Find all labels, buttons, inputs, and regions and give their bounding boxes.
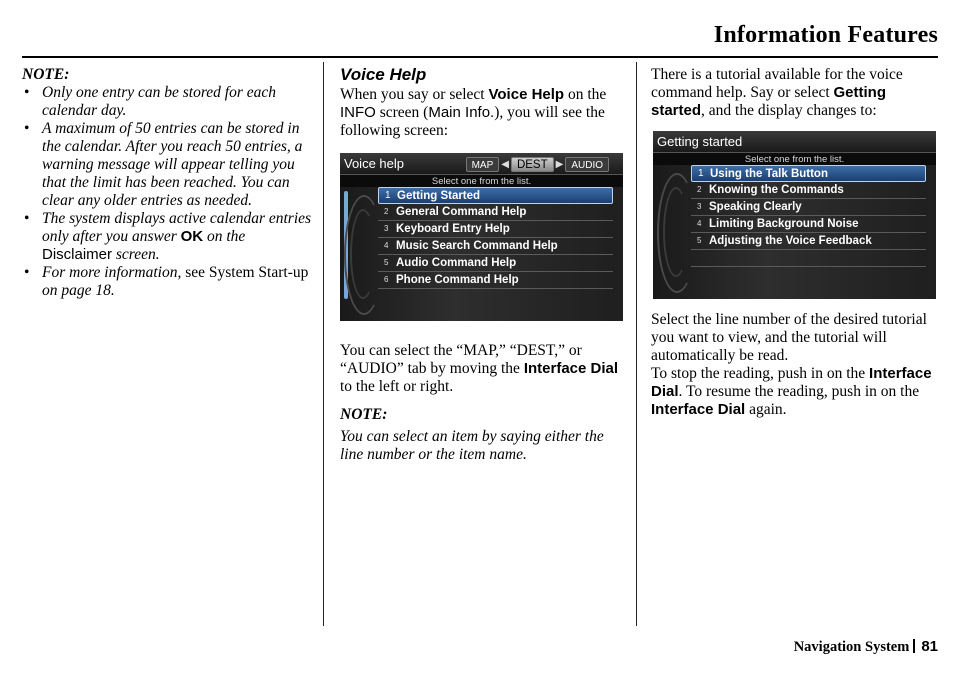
note-item: • The system displays active calendar entries only after you answer OK on the Disclaimer screen. [22,210,312,264]
voice-help-screen [340,153,623,321]
list-item[interactable]: 5 Audio Command Help [378,255,613,272]
empty-row [691,250,926,267]
list-item[interactable]: 4 Music Search Command Help [378,238,613,255]
screen-body [340,187,623,321]
dial-decoration [350,209,376,299]
cross-reference-link[interactable]: see System Start-up [185,264,309,281]
voice-help-list [378,187,613,289]
paragraph: To stop the reading, push in on the Interface Dial. To resume the reading, push in on the Interface Dial again. [651,365,932,418]
list-item[interactable]: 2 Knowing the Commands [691,182,926,199]
disclaimer-label: Disclaimer [42,246,113,263]
column-divider-2 [636,62,637,626]
page-title: Information Features [713,22,938,48]
section-heading: Voice Help [340,65,427,84]
note-text: You can select an item by saying either the line number or the item name. [340,428,604,463]
list-item[interactable]: 1 Getting Started [378,187,613,204]
screen-title: Getting started [657,134,743,149]
footer-label: Navigation System [793,639,910,655]
list-item[interactable]: 1 Using the Talk Button [691,165,926,182]
screen-subtitle: Select one from the list. [744,154,845,165]
tab-map[interactable]: MAP [466,157,500,172]
list-item[interactable]: 4 Limiting Background Noise [691,216,926,233]
note-list [22,84,312,300]
screen-body [653,165,936,299]
paragraph: You can select the “MAP,” “DEST,” or “AUDIO” tab by moving the Interface Dial to the left or right. [340,342,619,395]
page-footer [794,638,938,656]
page-number: 81 [921,638,938,655]
getting-started-screen [653,131,936,299]
screen-titlebar [653,131,936,153]
note-heading: NOTE: [340,406,388,423]
arrow-left-icon: ◀ [501,158,509,170]
dial-decoration [663,187,689,277]
list-item[interactable]: 5 Adjusting the Voice Feedback [691,233,926,250]
arrow-right-icon: ▶ [555,158,564,170]
screen-tabs [466,156,609,172]
tutorial-list [691,165,926,267]
column-divider-1 [323,62,324,626]
note-item: • A maximum of 50 entries can be stored in the calendar. After you reach 50 entries, a warning message will appear telling you that the limit has been reached. You can clear any older entries as needed. [22,120,312,210]
note-item: • Only one entry can be stored for each calendar day. [22,84,312,120]
screen-subtitle: Select one from the list. [431,176,532,187]
list-item[interactable]: 2 General Command Help [378,204,613,221]
note-heading: NOTE: [22,66,70,83]
left-column [22,66,312,300]
screen-title: Voice help [344,156,404,171]
header-rule [22,56,938,58]
tab-dest[interactable]: DEST [511,157,554,172]
tab-audio[interactable]: AUDIO [565,157,609,172]
paragraph: Select the line number of the desired tutorial you want to view, and the tutorial will automatically be read. [651,311,927,364]
list-item[interactable]: 3 Speaking Clearly [691,199,926,216]
screen-titlebar [340,153,623,175]
note-item: • For more information, see System Start-up on page 18. [22,264,312,300]
paragraph: There is a tutorial available for the voice command help. Say or select Getting started, and the display changes to: [651,66,903,119]
list-item[interactable]: 6 Phone Command Help [378,272,613,289]
footer-tab-mark [913,639,915,653]
list-item[interactable]: 3 Keyboard Entry Help [378,221,613,238]
ok-label: OK [180,228,204,245]
paragraph: When you say or select Voice Help on the INFO screen (Main Info.), you will see the following screen: [340,86,607,139]
